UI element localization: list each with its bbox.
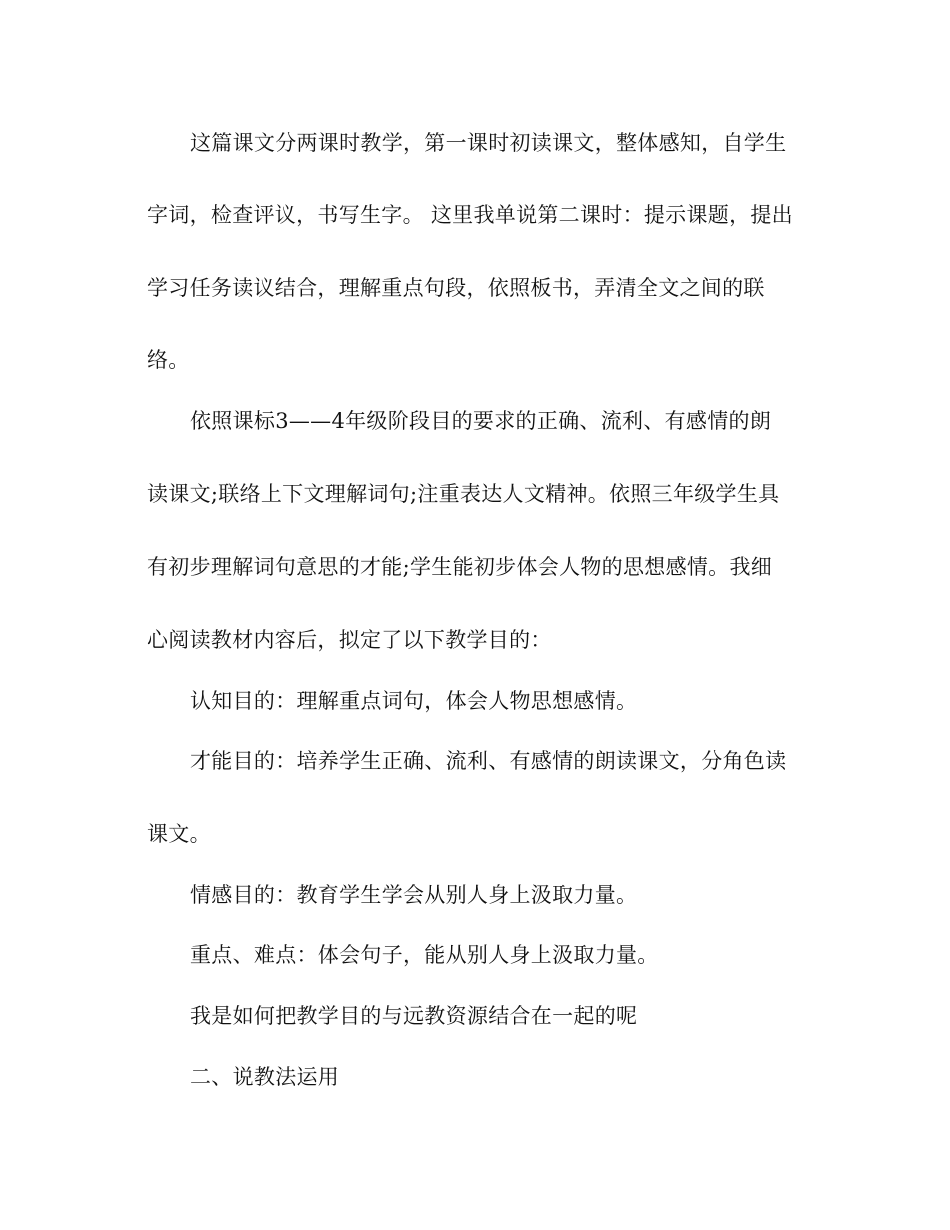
- paragraph-1-line-4: 络。: [147, 348, 190, 372]
- key-difficult-points: 重点、难点：体会句子，能从别人身上汲取力量。: [190, 943, 659, 967]
- emotional-goal: 情感目的：教育学生学会从别人身上汲取力量。: [190, 883, 638, 907]
- paragraph-2-line-2: 读课文;联络上下文理解词句;注重表达人文精神。依照三年级学生具: [147, 482, 780, 506]
- ability-goal-line-1: 才能目的：培养学生正确、流利、有感情的朗读课文，分角色读: [190, 749, 787, 773]
- paragraph-1-line-2: 字词，检查评议，书写生字。 这里我单说第二课时：提示课题，提出: [147, 203, 793, 227]
- paragraph-1-line-3: 学习任务读议结合，理解重点句段，依照板书，弄清全文之间的联: [147, 276, 765, 300]
- ability-goal-line-2: 课文。: [147, 822, 211, 846]
- question-line: 我是如何把教学目的与远教资源结合在一起的呢: [190, 1004, 638, 1028]
- paragraph-2-line-1: 依照课标3——4年级阶段目的要求的正确、流利、有感情的朗: [190, 409, 772, 433]
- paragraph-1-line-1: 这篇课文分两课时教学，第一课时初读课文，整体感知，自学生: [190, 131, 787, 155]
- paragraph-2-line-3: 有初步理解词句意思的才能;学生能初步体会人物的思想感情。我细: [147, 555, 773, 579]
- paragraph-2-line-4: 心阅读教材内容后，拟定了以下教学目的：: [147, 628, 552, 652]
- cognitive-goal: 认知目的：理解重点词句，体会人物思想感情。: [190, 689, 638, 713]
- section-heading: 二、说教法运用: [190, 1065, 340, 1089]
